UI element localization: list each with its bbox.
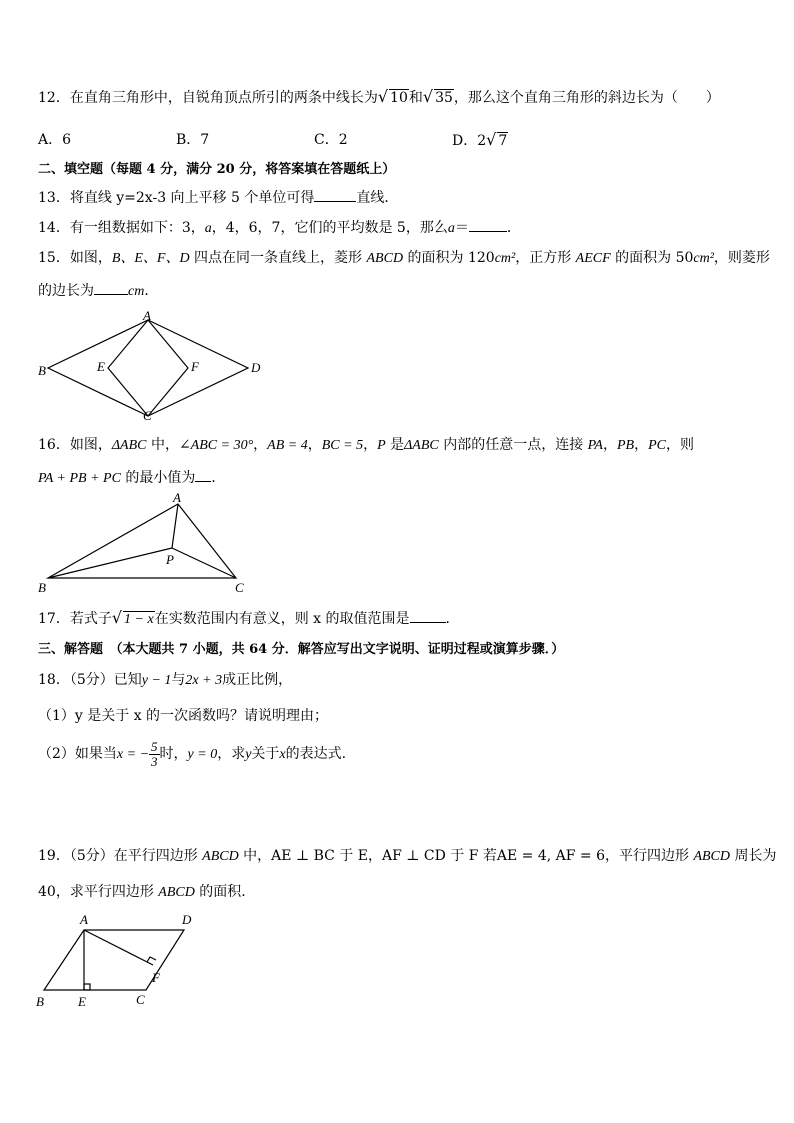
radicand: 10 — [390, 90, 408, 106]
rhombus-abcd — [48, 320, 248, 416]
q17-stem — [38, 608, 460, 629]
q14-text: ． — [506, 220, 521, 236]
q18-text: 成正比例， — [222, 672, 293, 688]
denominator: 3 — [151, 753, 158, 769]
q15-text: 四点在同一条直线上，菱形 — [189, 250, 367, 266]
fraction — [149, 740, 160, 769]
segment-pa: PA — [587, 438, 603, 453]
q18-stem — [38, 670, 292, 691]
ab-condition: AB = 4 — [267, 438, 308, 453]
var-x: x — [279, 747, 286, 762]
separator: ， — [307, 437, 322, 453]
right-angle-mark-f — [147, 957, 156, 962]
q15-figure-rhombus — [30, 308, 270, 426]
label-d: D — [251, 360, 261, 375]
q18-text: ，求 — [217, 746, 246, 762]
q16-text: 16．如图， — [38, 437, 112, 453]
q19-stem-line2 — [38, 882, 246, 903]
unit: cm² — [494, 251, 516, 266]
q18-part1: （1）y 是关于 x 的一次函数吗？请说明理由； — [38, 708, 329, 724]
segment-pb-line — [48, 548, 172, 578]
q16-text: 的最小值为 — [120, 470, 196, 486]
points: B、E、F、D — [111, 251, 190, 266]
point-p: P — [377, 438, 386, 453]
q12-text: 和 — [408, 90, 423, 106]
label-p: P — [166, 552, 174, 567]
q12-option-a: A．6 — [38, 132, 72, 148]
label-f: F — [191, 359, 199, 374]
label-a: A — [173, 490, 181, 505]
sum-expression: PA + PB + PC — [38, 471, 121, 486]
expression: y = 0 — [187, 747, 218, 762]
q17-text: ． — [445, 611, 460, 627]
answer-blank[interactable] — [314, 187, 356, 202]
label-c: C — [136, 992, 145, 1007]
q19-stem-line1 — [38, 846, 776, 867]
rhombus-name: ABCD — [366, 251, 404, 266]
q19-figure-parallelogram — [30, 908, 210, 1012]
segment-pb: PB — [616, 438, 635, 453]
condition: AE = 4, AF = 6 — [496, 848, 605, 864]
label-a: A — [80, 912, 88, 927]
square-name: AECF — [575, 251, 611, 266]
answer-blank[interactable] — [410, 608, 446, 623]
separator: ， — [363, 437, 378, 453]
right-angle-mark-e — [84, 984, 90, 990]
q13-stem — [38, 187, 398, 208]
q12-option-b: B．7 — [176, 132, 210, 148]
answer-blank[interactable] — [469, 217, 507, 232]
q16-figure-triangle — [30, 490, 260, 596]
q19-text: 的面积. — [194, 884, 246, 900]
sqrt-sign: √ — [422, 87, 434, 106]
section-title-solutions: 三、解答题 （本大题共 7 小题，共 64 分．解答应写出文字说明、证明过程或演算步骤．） — [38, 642, 565, 657]
q16-text: 内部的任意一点，连接 — [438, 437, 588, 453]
q15-text: ，正方形 — [515, 250, 576, 266]
q12-stem — [38, 87, 720, 108]
separator: ， — [634, 437, 649, 453]
sqrt-sign: √ — [111, 608, 123, 627]
expression: y − 1 — [141, 673, 172, 688]
numerator: 5 — [151, 738, 158, 754]
q15-text: 的面积为 50 — [610, 250, 694, 266]
q19-text: 中，AE ⊥ BC 于 E，AF ⊥ CD 于 F 若 — [238, 848, 497, 864]
option-text: D．2 — [452, 133, 487, 149]
label-c: C — [143, 408, 152, 423]
q14-stem — [38, 217, 521, 239]
q15-stem-line2 — [38, 280, 158, 302]
square-aecf — [108, 320, 188, 416]
var-y: y — [245, 747, 252, 762]
q17-text: 17．若式子 — [38, 611, 112, 627]
angle-condition: ∠ABC = 30° — [178, 438, 254, 453]
q16-text: 是 — [385, 437, 405, 453]
segment-pa-line — [172, 504, 178, 548]
sqrt-sign: √ — [486, 130, 497, 149]
expression: 2x + 3 — [185, 673, 223, 688]
label-b: B — [38, 580, 46, 595]
q15-stem-line1 — [38, 248, 770, 269]
var-a: a — [204, 221, 212, 236]
q18-text: 与 — [171, 672, 186, 688]
bc-condition: BC = 5 — [321, 438, 364, 453]
q19-text: ，平行四边形 — [605, 848, 694, 864]
q19-text: 19．（5分）在平行四边形 — [38, 848, 203, 864]
label-b: B — [36, 994, 44, 1009]
var-a: a — [447, 221, 455, 236]
q16-text: ，则 — [665, 437, 694, 453]
parallelogram-abcd — [44, 930, 184, 990]
radicand: 35 — [435, 90, 453, 106]
equals: ＝ — [454, 220, 469, 236]
q16-stem-line1 — [38, 435, 694, 456]
answer-blank[interactable] — [195, 467, 211, 482]
q14-text: ，4，6，7，它们的平均数是 5，那么 — [211, 220, 448, 236]
triangle-name: ΔABC — [404, 438, 439, 453]
radicand: 1 − x — [124, 612, 154, 627]
triangle-abc — [48, 504, 236, 578]
q18-part2 — [38, 736, 346, 773]
radicand: 7 — [498, 133, 508, 149]
q16-text: 中， — [146, 437, 179, 453]
q15-text: ，则菱形 — [713, 250, 770, 266]
q13-text: 直线． — [356, 190, 399, 206]
q13-text: 13．将直线 y=2x-3 向上平移 5 个单位可得 — [38, 190, 315, 206]
separator: ， — [602, 437, 617, 453]
altitude-af — [84, 930, 153, 965]
segment-pc: PC — [648, 438, 666, 453]
section-title-fill-blank: 二、填空题（每题 4 分，满分 20 分，将答案填在答题纸上） — [38, 162, 396, 177]
unit: cm — [128, 284, 145, 299]
sqrt-sign: √ — [377, 87, 389, 106]
parallelogram-name: ABCD — [158, 885, 195, 900]
q12-text: ，那么这个直角三角形的斜边长为（ ） — [453, 90, 720, 106]
q17-text: 在实数范围内有意义，则 x 的取值范围是 — [154, 611, 410, 627]
q12-text: 12．在直角三角形中，自锐角顶点所引的两条中线长为 — [38, 90, 378, 106]
segment-pc-line — [172, 548, 236, 578]
q18-text: 时， — [159, 746, 188, 762]
q15-text: ． — [144, 283, 159, 299]
q15-text: 的边长为 — [38, 283, 94, 299]
label-a: A — [143, 308, 151, 323]
q19-text: 40，求平行四边形 — [38, 884, 159, 900]
parallelogram-name: ABCD — [202, 849, 239, 864]
q19-text: 周长为 — [730, 848, 777, 864]
q15-text: 15．如图， — [38, 250, 112, 266]
label-d: D — [182, 912, 192, 927]
label-e: E — [97, 359, 105, 374]
q18-text: 18．（5分）已知 — [38, 672, 142, 688]
q18-text: 关于 — [251, 746, 280, 762]
label-f: F — [152, 970, 160, 985]
separator: ， — [253, 437, 268, 453]
parallelogram-name: ABCD — [693, 849, 731, 864]
label-e: E — [78, 994, 86, 1009]
q18-text: （2）如果当 — [38, 746, 117, 762]
answer-blank[interactable] — [94, 280, 128, 295]
q16-text: ． — [211, 470, 226, 486]
unit: cm² — [693, 251, 714, 266]
q12-option-d — [452, 130, 508, 151]
triangle-name: ΔABC — [111, 438, 147, 453]
q14-text: 14．有一组数据如下：3， — [38, 220, 205, 236]
label-c: C — [235, 580, 244, 595]
q15-text: 的面积为 120 — [403, 250, 495, 266]
q16-stem-line2 — [38, 467, 225, 489]
label-b: B — [38, 363, 46, 378]
q18-text: 的表达式. — [285, 746, 347, 762]
q12-option-c: C．2 — [314, 132, 348, 148]
expression: x = − — [116, 747, 150, 762]
